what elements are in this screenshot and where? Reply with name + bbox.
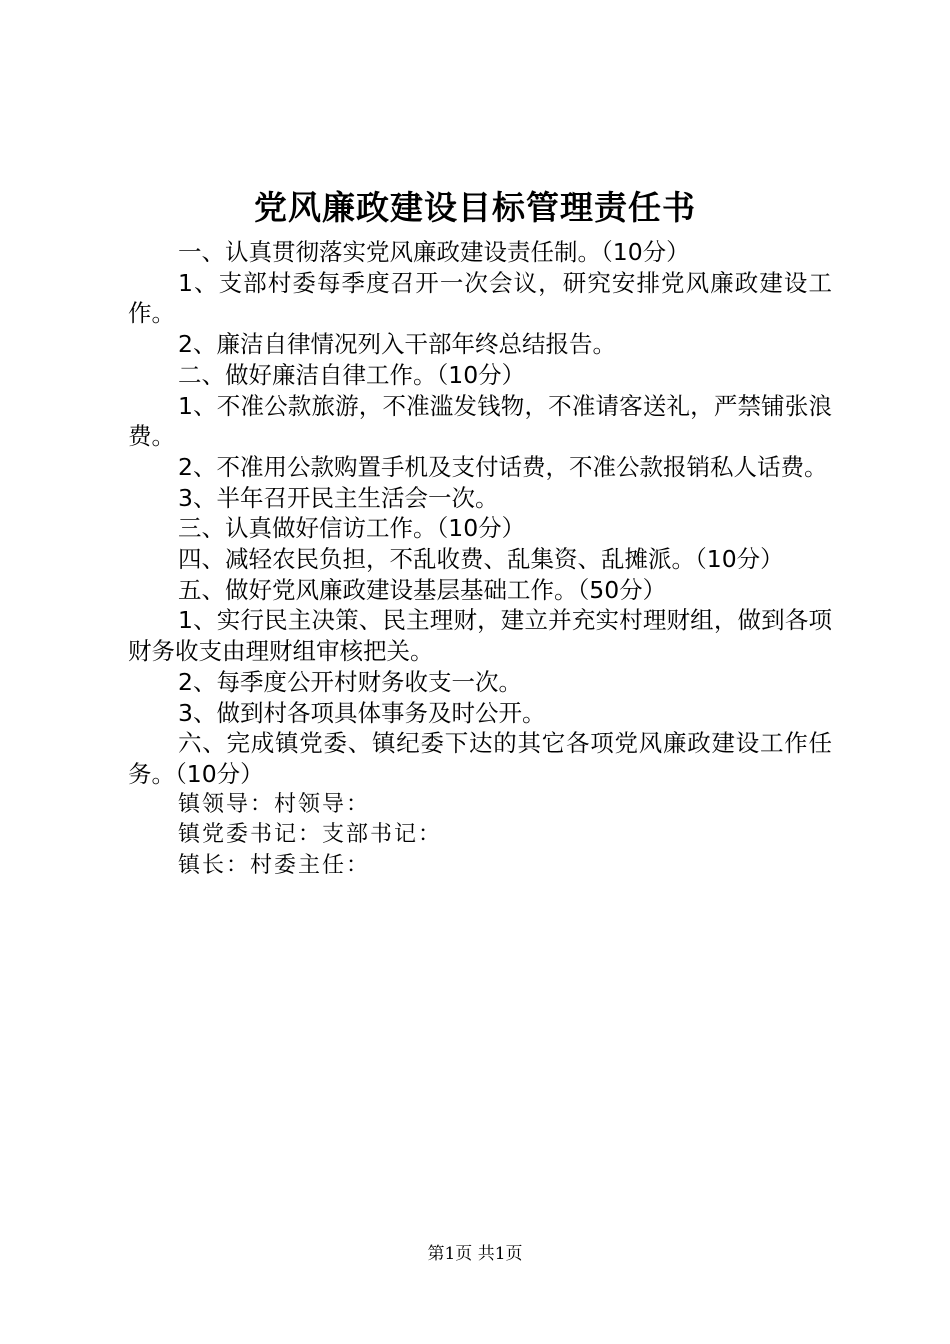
section-6-heading: 六、完成镇党委、镇纪委下达的其它各项党风廉政建设工作任务。（10分） xyxy=(128,729,832,788)
section-1-item-2: 2、廉洁自律情况列入干部年终总结报告。 xyxy=(178,330,616,359)
section-5-item-2: 2、每季度公开村财务收支一次。 xyxy=(178,667,522,696)
section-2-item-3: 3、半年召开民主生活会一次。 xyxy=(178,483,499,512)
section-5-heading: 五、做好党风廉政建设基层基础工作。（50分） xyxy=(178,575,667,604)
section-2-item-2: 2、不准用公款购置手机及支付话费，不准公款报销私人话费。 xyxy=(178,452,828,481)
signature-line-2: 镇党委书记：支部书记： xyxy=(178,822,443,848)
document-title: 党风廉政建设目标管理责任书 xyxy=(254,188,696,227)
section-1-heading: 一、认真贯彻落实党风廉政建设责任制。（10分） xyxy=(178,238,690,266)
section-5-item-1: 1、实行民主决策、民主理财，建立并充实村理财组，做到各项财务收支由理财组审核把关。 xyxy=(128,606,832,666)
section-1-item-1: 1、支部村委每季度召开一次会议，研究安排党风廉政建设工作。 xyxy=(128,268,832,328)
section-2-item-1: 1、不准公款旅游，不准滥发钱物，不准请客送礼，严禁铺张浪费。 xyxy=(128,391,832,451)
document-body xyxy=(128,237,832,882)
signature-line-1: 镇领导：村领导： xyxy=(178,791,371,817)
section-4-heading: 四、减轻农民负担，不乱收费、乱集资、乱摊派。（10分） xyxy=(178,545,784,574)
section-3-heading: 三、认真做好信访工作。（10分） xyxy=(178,514,526,543)
page-footer: 第1页 共1页 xyxy=(427,1244,523,1264)
section-2-heading: 二、做好廉洁自律工作。（10分） xyxy=(178,360,526,389)
section-5-item-3: 3、做到村各项具体事务及时公开。 xyxy=(178,698,546,727)
signature-line-3: 镇长：村委主任： xyxy=(178,853,371,879)
